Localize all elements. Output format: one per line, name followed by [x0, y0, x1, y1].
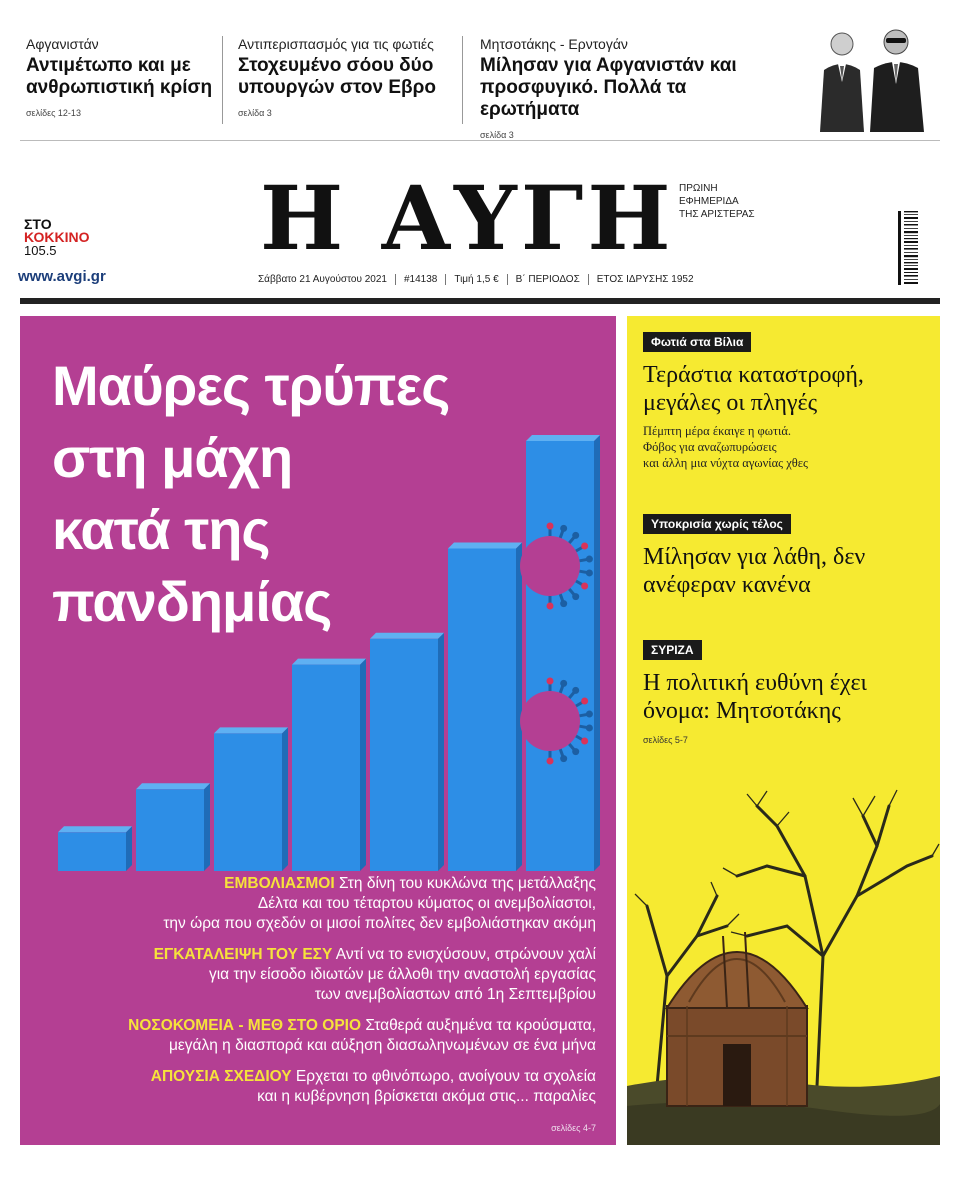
summary-text: για την είσοδο ιδιωτών με άλλοθι την αναστολή εργασίας	[208, 966, 596, 983]
top-rule	[20, 140, 940, 141]
summary-esy-abandonment	[20, 945, 596, 1005]
story-tag: Υποκρισία χωρίς τέλος	[643, 514, 791, 534]
issue-price: Τιμή 1,5 €	[446, 274, 507, 285]
headline-line: πανδημίας	[52, 570, 332, 633]
illustration-bar	[214, 727, 288, 871]
radio-frequency: 105.5	[24, 243, 57, 258]
founding-year: ΕΤΟΣ ΙΔΡΥΣΗΣ 1952	[596, 274, 694, 285]
teaser-kicker: Αντιπερισπασμός για τις φωτιές	[238, 36, 434, 52]
vaccination-bar-illustration	[48, 416, 608, 876]
side-story-vilia-fire[interactable]	[643, 332, 933, 471]
deck-line: Φόβος για αναζωπυρώσεις	[643, 440, 777, 454]
summary-text: Ερχεται το φθινόπωρο, ανοίγουν τα σχολεία	[295, 1068, 596, 1085]
lead-pages: σελίδες 4-7	[551, 1123, 596, 1133]
story-pages: σελίδες 5-7	[643, 735, 688, 745]
tagline-line: ΤΗΣ ΑΡΙΣΤΕΡΑΣ	[679, 209, 755, 220]
illustration-bar	[136, 783, 210, 871]
summary-text: Σταθερά αυξημένα τα κρούσματα,	[365, 1017, 596, 1034]
headline-line: κατά της	[52, 498, 270, 561]
summary-hospitals	[20, 1016, 596, 1056]
story-headline: Μίλησαν για λάθη, δεν ανέφεραν κανένα	[643, 544, 866, 598]
side-story-syriza[interactable]	[643, 640, 933, 745]
tagline-line: ΠΡΩΙΝΗ	[679, 183, 718, 194]
deck-line: Πέμπτη μέρα έκαιγε η φωτιά.	[643, 424, 792, 438]
radio-logo	[24, 218, 89, 257]
summary-text: μεγάλη η διασπορά και αύξηση διασωληνωμένων σε ένα μήνα	[168, 1037, 596, 1054]
masthead-tagline	[679, 182, 755, 221]
column-divider	[222, 36, 223, 124]
top-teasers	[0, 0, 960, 140]
story-tag: Φωτιά στα Βίλια	[643, 332, 751, 352]
story-tag: ΣΥΡΙΖΑ	[643, 640, 702, 660]
illustration-bar	[448, 543, 522, 872]
summary-text: και η κυβέρνηση βρίσκεται ακόμα στις... παραλίες	[257, 1088, 596, 1105]
masthead	[0, 165, 960, 295]
illustration-bar	[58, 826, 132, 871]
illustration-bar	[370, 633, 444, 871]
lead-story[interactable]	[20, 316, 616, 1145]
summary-text: την ώρα που σχεδόν οι μισοί πολίτες δεν εμβολιάστηκαν ακόμη	[163, 915, 596, 932]
lead-summary-list	[20, 874, 596, 1118]
summary-text: Στη δίνη του κυκλώνα της μετάλλαξης	[338, 875, 596, 892]
teaser-headline: Στοχευμένο σόου δύο υπουργών στον Εβρο	[238, 55, 436, 98]
teaser-kicker: Αφγανιστάν	[26, 36, 99, 52]
illustration-bar	[292, 659, 366, 871]
summary-label: ΕΜΒΟΛΙΑΣΜΟΙ	[224, 875, 335, 892]
side-column	[627, 316, 940, 1145]
radio-line-2: ΚΟΚΚΙΝΟ	[24, 229, 90, 245]
teaser-afghanistan[interactable]	[26, 36, 216, 118]
teaser-pages: σελίδα 3	[238, 108, 272, 118]
newspaper-logo[interactable]: Η ΑΥΓΗ	[260, 166, 675, 270]
summary-text: των ανεμβολίαστων από 1η Σεπτεμβρίου	[314, 986, 596, 1003]
story-headline: Η πολιτική ευθύνη έχει όνομα: Μητσοτάκης	[643, 670, 868, 724]
issue-period: Β΄ ΠΕΡΙΟΔΟΣ	[508, 274, 589, 285]
issue-number: #14138	[396, 274, 446, 285]
summary-label: ΝΟΣΟΚΟΜΕΙΑ - ΜΕΘ ΣΤΟ ΟΡΙΟ	[128, 1017, 362, 1034]
burnt-observatory-photo	[627, 786, 940, 1145]
teaser-kicker: Μητσοτάκης - Ερντογάν	[480, 36, 628, 52]
dateline	[258, 274, 702, 285]
summary-no-plan	[20, 1067, 596, 1107]
summary-label: ΑΠΟΥΣΙΑ ΣΧΕΔΙΟΥ	[150, 1068, 292, 1085]
radio-line-1: ΣΤΟ	[24, 216, 52, 232]
headline-line: Μαύρες τρύπες	[52, 354, 450, 417]
summary-label: ΕΓΚΑΤΑΛΕΙΨΗ ΤΟΥ ΕΣΥ	[153, 946, 333, 963]
barcode-icon	[898, 193, 920, 291]
masthead-rule	[20, 298, 940, 304]
teaser-pages: σελίδες 12-13	[26, 108, 81, 118]
teaser-headline: Αντιμέτωπο και με ανθρωπιστική κρίση	[26, 55, 213, 98]
tagline-line: ΕΦΗΜΕΡΙΔΑ	[679, 196, 739, 207]
summary-text: Αντί να το ενισχύσουν, στρώνουν χαλί	[335, 946, 596, 963]
story-headline: Τεράστια καταστροφή, μεγάλες οι πληγές	[643, 362, 864, 416]
leaders-photo	[800, 22, 935, 132]
teaser-fires-diversion[interactable]	[238, 36, 453, 118]
headline-line: στη μάχη	[52, 426, 293, 489]
issue-date: Σάββατο 21 Αυγούστου 2021	[258, 274, 396, 285]
summary-vaccinations	[20, 874, 596, 934]
story-deck	[643, 423, 933, 471]
side-story-hypocrisy[interactable]	[643, 514, 933, 599]
teaser-mitsotakis-erdogan[interactable]	[480, 36, 790, 140]
summary-text: Δέλτα και του τέταρτου κύματος οι ανεμβολίαστοι,	[257, 895, 596, 912]
teaser-pages: σελίδα 3	[480, 130, 514, 140]
illustration-bar	[526, 435, 600, 871]
website-link[interactable]: www.avgi.gr	[18, 268, 106, 285]
teaser-headline: Μίλησαν για Αφγανιστάν και προσφυγικό. Πολλά τα ερωτήματα	[480, 55, 737, 120]
deck-line: και άλλη μια νύχτα αγωνίας χθες	[643, 456, 808, 470]
column-divider	[462, 36, 463, 124]
